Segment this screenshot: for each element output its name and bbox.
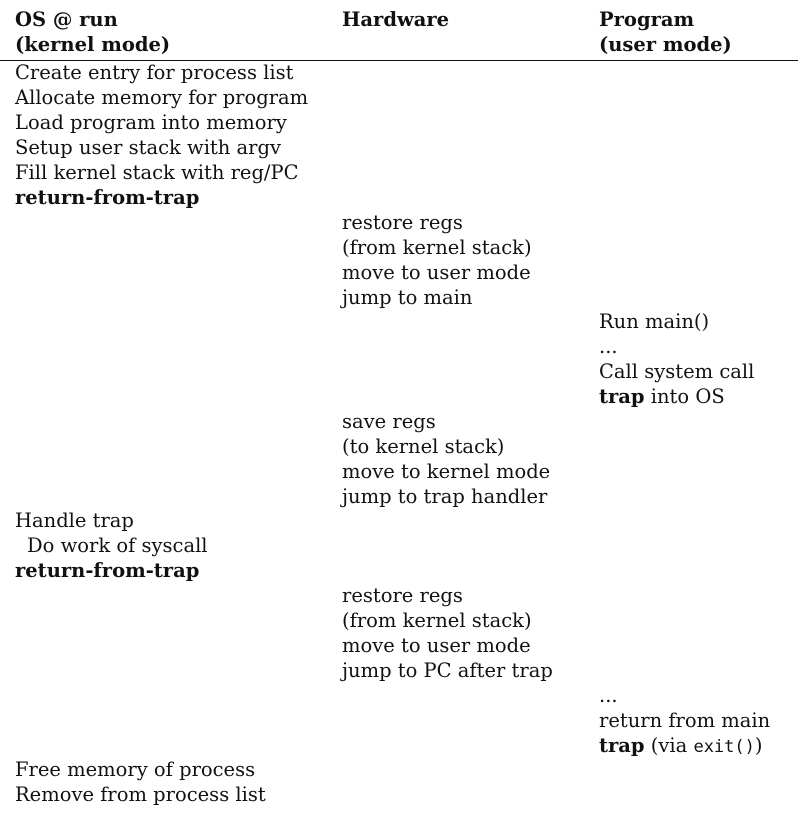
os-return-from-trap: return-from-trap <box>15 186 200 209</box>
program-step: ... <box>599 684 618 707</box>
trap-keyword: trap <box>599 385 645 408</box>
program-step: Run main() <box>599 310 710 333</box>
os-step: Allocate memory for program <box>15 86 309 109</box>
hardware-block-2 <box>342 409 550 509</box>
header-os-line2: (kernel mode) <box>15 33 171 56</box>
hardware-step: move to user mode <box>342 634 531 657</box>
hardware-block-1 <box>342 210 532 310</box>
program-trap-line <box>599 733 770 758</box>
os-block-3 <box>15 757 266 807</box>
os-block-1 <box>15 60 308 210</box>
hardware-step: (from kernel stack) <box>342 236 532 259</box>
program-block-1 <box>599 309 754 409</box>
os-step-indented: Do work of syscall <box>27 534 208 557</box>
hardware-step: (from kernel stack) <box>342 609 532 632</box>
header-program <box>599 7 732 57</box>
hardware-step: restore regs <box>342 584 463 607</box>
os-block-2 <box>15 508 208 583</box>
hardware-step: jump to main <box>342 286 473 309</box>
trap-close-paren: ) <box>754 734 763 757</box>
header-hardware-line1: Hardware <box>342 8 450 31</box>
program-step: ... <box>599 335 618 358</box>
exit-call-code: exit() <box>693 737 755 757</box>
hardware-step: save regs <box>342 410 436 433</box>
header-os <box>15 7 170 57</box>
os-step: Remove from process list <box>15 783 266 806</box>
header-program-line1: Program <box>599 8 695 31</box>
hardware-step: move to user mode <box>342 261 531 284</box>
os-step: Load program into memory <box>15 111 287 134</box>
hardware-step: restore regs <box>342 211 463 234</box>
os-step: Fill kernel stack with reg/PC <box>15 161 299 184</box>
program-step: Call system call <box>599 360 755 383</box>
header-hardware <box>342 7 449 32</box>
hardware-step: jump to PC after trap <box>342 659 553 682</box>
trap-rest: into OS <box>644 385 725 408</box>
os-return-from-trap: return-from-trap <box>15 559 200 582</box>
os-step: Free memory of process <box>15 758 256 781</box>
hardware-step: jump to trap handler <box>342 485 548 508</box>
os-step: Create entry for process list <box>15 61 294 84</box>
hardware-step: (to kernel stack) <box>342 435 505 458</box>
trap-via: (via <box>644 734 694 757</box>
program-step: return from main <box>599 709 771 732</box>
hardware-block-3 <box>342 583 553 683</box>
hardware-step: move to kernel mode <box>342 460 551 483</box>
os-step: Setup user stack with argv <box>15 136 281 159</box>
header-os-line1: OS @ run <box>15 8 118 31</box>
program-trap-line <box>599 384 754 409</box>
program-block-2 <box>599 683 770 758</box>
trap-keyword: trap <box>599 734 645 757</box>
os-step: Handle trap <box>15 509 134 532</box>
header-program-line2: (user mode) <box>599 33 732 56</box>
